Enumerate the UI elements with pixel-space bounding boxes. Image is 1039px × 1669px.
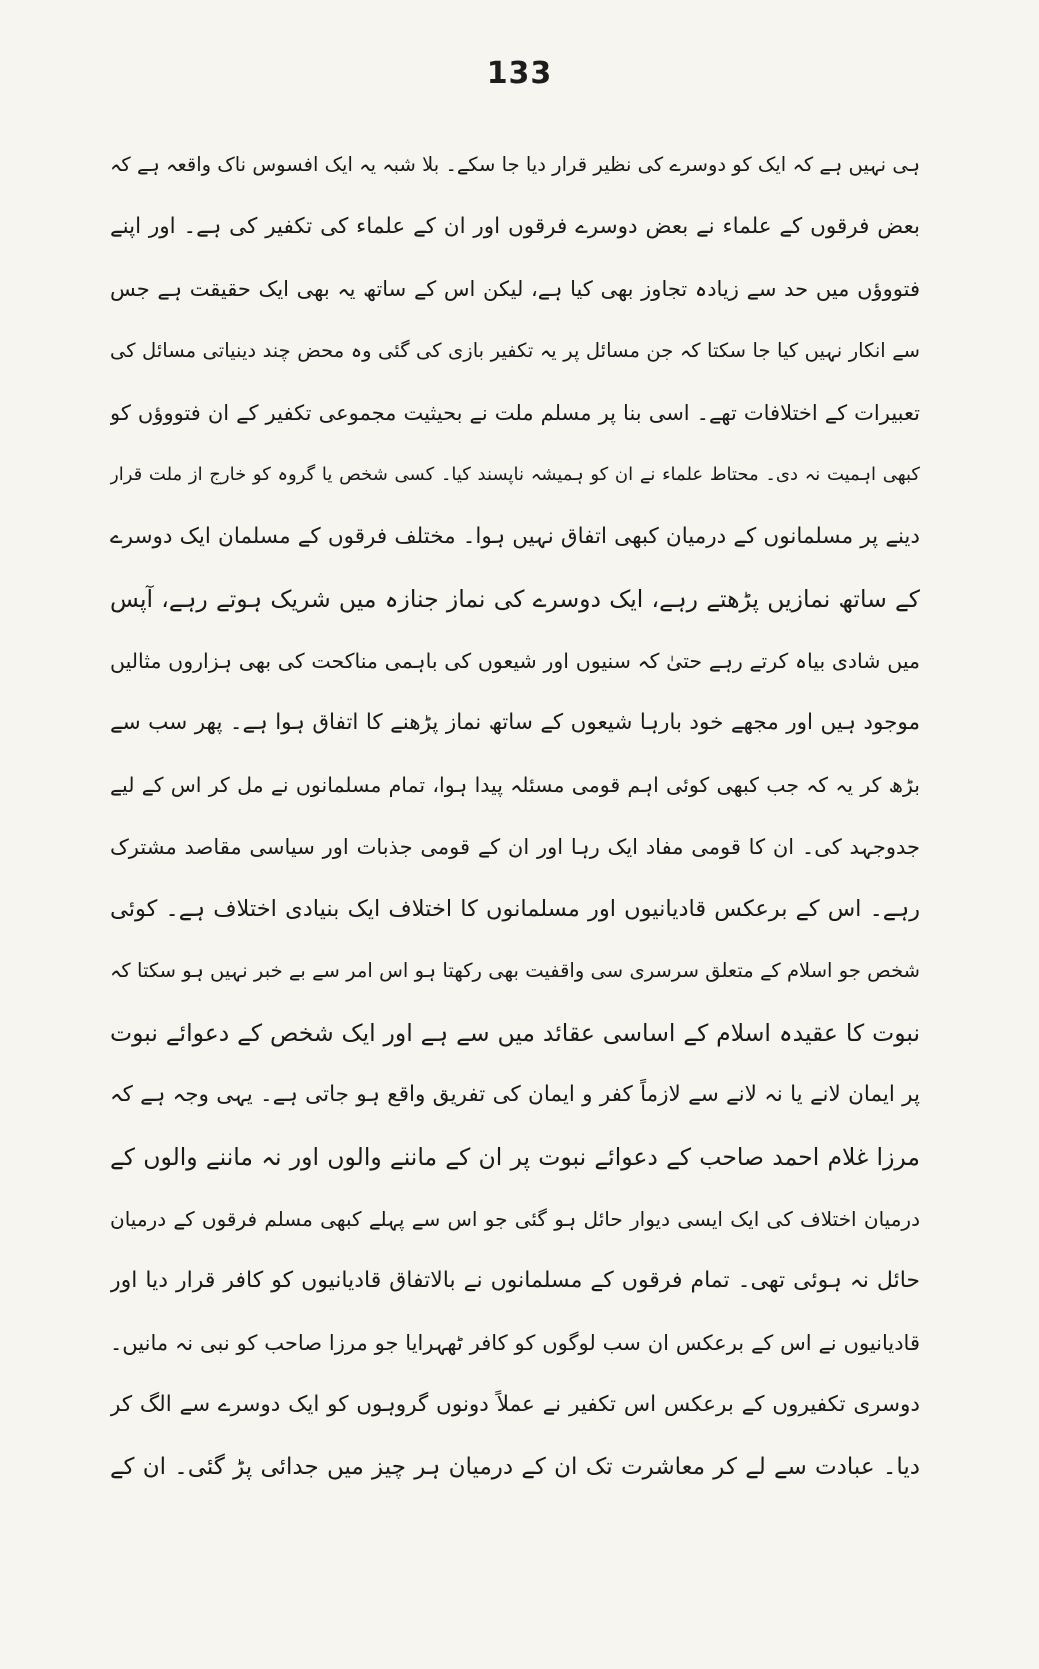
text-line: سے انکار نہیں کیا جا سکتا کہ جن مسائل پر یہ تکفیر بازی کی گئی وہ محض چند دینیاتی مسائل کی <box>110 339 920 362</box>
text-line: میں شادی بیاہ کرتے رہے حتیٰ کہ سنیوں اور شیعوں کی باہمی مناکحت کی بھی ہزاروں مثالیں <box>110 649 920 673</box>
text-line: دینے پر مسلمانوں کے درمیان کبھی اتفاق نہیں ہوا۔ مختلف فرقوں کے مسلمان ایک دوسرے <box>110 524 920 549</box>
text-line: حائل نہ ہوئی تھی۔ تمام فرقوں کے مسلمانوں نے بالاتفاق قادیانیوں کو کافر قرار دیا اور <box>110 1268 920 1293</box>
text-line: تعبیرات کے اختلافات تھے۔ اسی بنا پر مسلم ملت نے بحیثیت مجموعی تکفیر کے ان فتووؤں کو <box>110 401 920 425</box>
page-number: 133 <box>486 56 553 91</box>
urdu-text-body <box>110 134 920 1498</box>
text-line: فتووؤں میں حد سے زیادہ تجاوز بھی کیا ہے، لیکن اس کے ساتھ یہ بھی ایک حقیقت ہے جس <box>110 277 920 301</box>
text-line: دوسری تکفیروں کے برعکس اس تکفیر نے عملاً دونوں گروہوں کو ایک دوسرے سے الگ کر <box>110 1392 920 1417</box>
text-line: جدوجہد کی۔ ان کا قومی مفاد ایک رہا اور ان کے قومی جذبات اور سیاسی مقاصد مشترک <box>110 835 920 859</box>
text-line: نبوت کا عقیدہ اسلام کے اساسی عقائد میں سے ہے اور ایک شخص کے دعوائے نبوت <box>110 1019 920 1047</box>
text-line: پر ایمان لانے یا نہ لانے سے لازماً کفر و ایمان کی تفریق واقع ہو جاتی ہے۔ یہی وجہ ہے کہ <box>110 1082 920 1107</box>
text-line: کبھی اہمیت نہ دی۔ محتاط علماء نے ان کو ہمیشہ ناپسند کیا۔ کسی شخص یا گروہ کو خارج از ملت قرار <box>110 464 920 485</box>
text-line: بعض فرقوں کے علماء نے بعض دوسرے فرقوں اور ان کے علماء کی تکفیر کی ہے۔ اور اپنے <box>110 214 920 239</box>
text-line: درمیان اختلاف کی ایک ایسی دیوار حائل ہو گئی جو اس سے پہلے کبھی مسلم فرقوں کے درمیان <box>110 1207 920 1231</box>
text-line: رہے۔ اس کے برعکس قادیانیوں اور مسلمانوں کا اختلاف ایک بنیادی اختلاف ہے۔ کوئی <box>110 896 920 922</box>
text-line: قادیانیوں نے اس کے برعکس ان سب لوگوں کو کافر ٹھہرایا جو مرزا صاحب کو نبی نہ مانیں۔ <box>110 1331 920 1355</box>
text-line: موجود ہیں اور مجھے خود بارہا شیعوں کے ساتھ نماز پڑھنے کا اتفاق ہوا ہے۔ پھر سب سے <box>110 710 920 735</box>
text-line: ہی نہیں ہے کہ ایک کو دوسرے کی نظیر قرار دیا جا سکے۔ بلا شبہ یہ ایک افسوس ناک واقعہ ہے کہ <box>110 153 920 176</box>
text-line: بڑھ کر یہ کہ جب کبھی کوئی اہم قومی مسئلہ پیدا ہوا، تمام مسلمانوں نے مل کر اس کے لیے <box>110 773 920 797</box>
text-line: دیا۔ عبادت سے لے کر معاشرت تک ان کے درمیان ہر چیز میں جدائی پڑ گئی۔ ان کے <box>110 1454 920 1480</box>
text-line: مرزا غلام احمد صاحب کے دعوائے نبوت پر ان کے ماننے والوں اور نہ ماننے والوں کے <box>110 1143 920 1171</box>
text-line: شخص جو اسلام کے متعلق سرسری سی واقفیت بھی رکھتا ہو اس امر سے بے خبر نہیں ہو سکتا کہ <box>110 959 920 982</box>
text-line: کے ساتھ نمازیں پڑھتے رہے، ایک دوسرے کی نماز جنازہ میں شریک ہوتے رہے، آپس <box>110 585 920 613</box>
